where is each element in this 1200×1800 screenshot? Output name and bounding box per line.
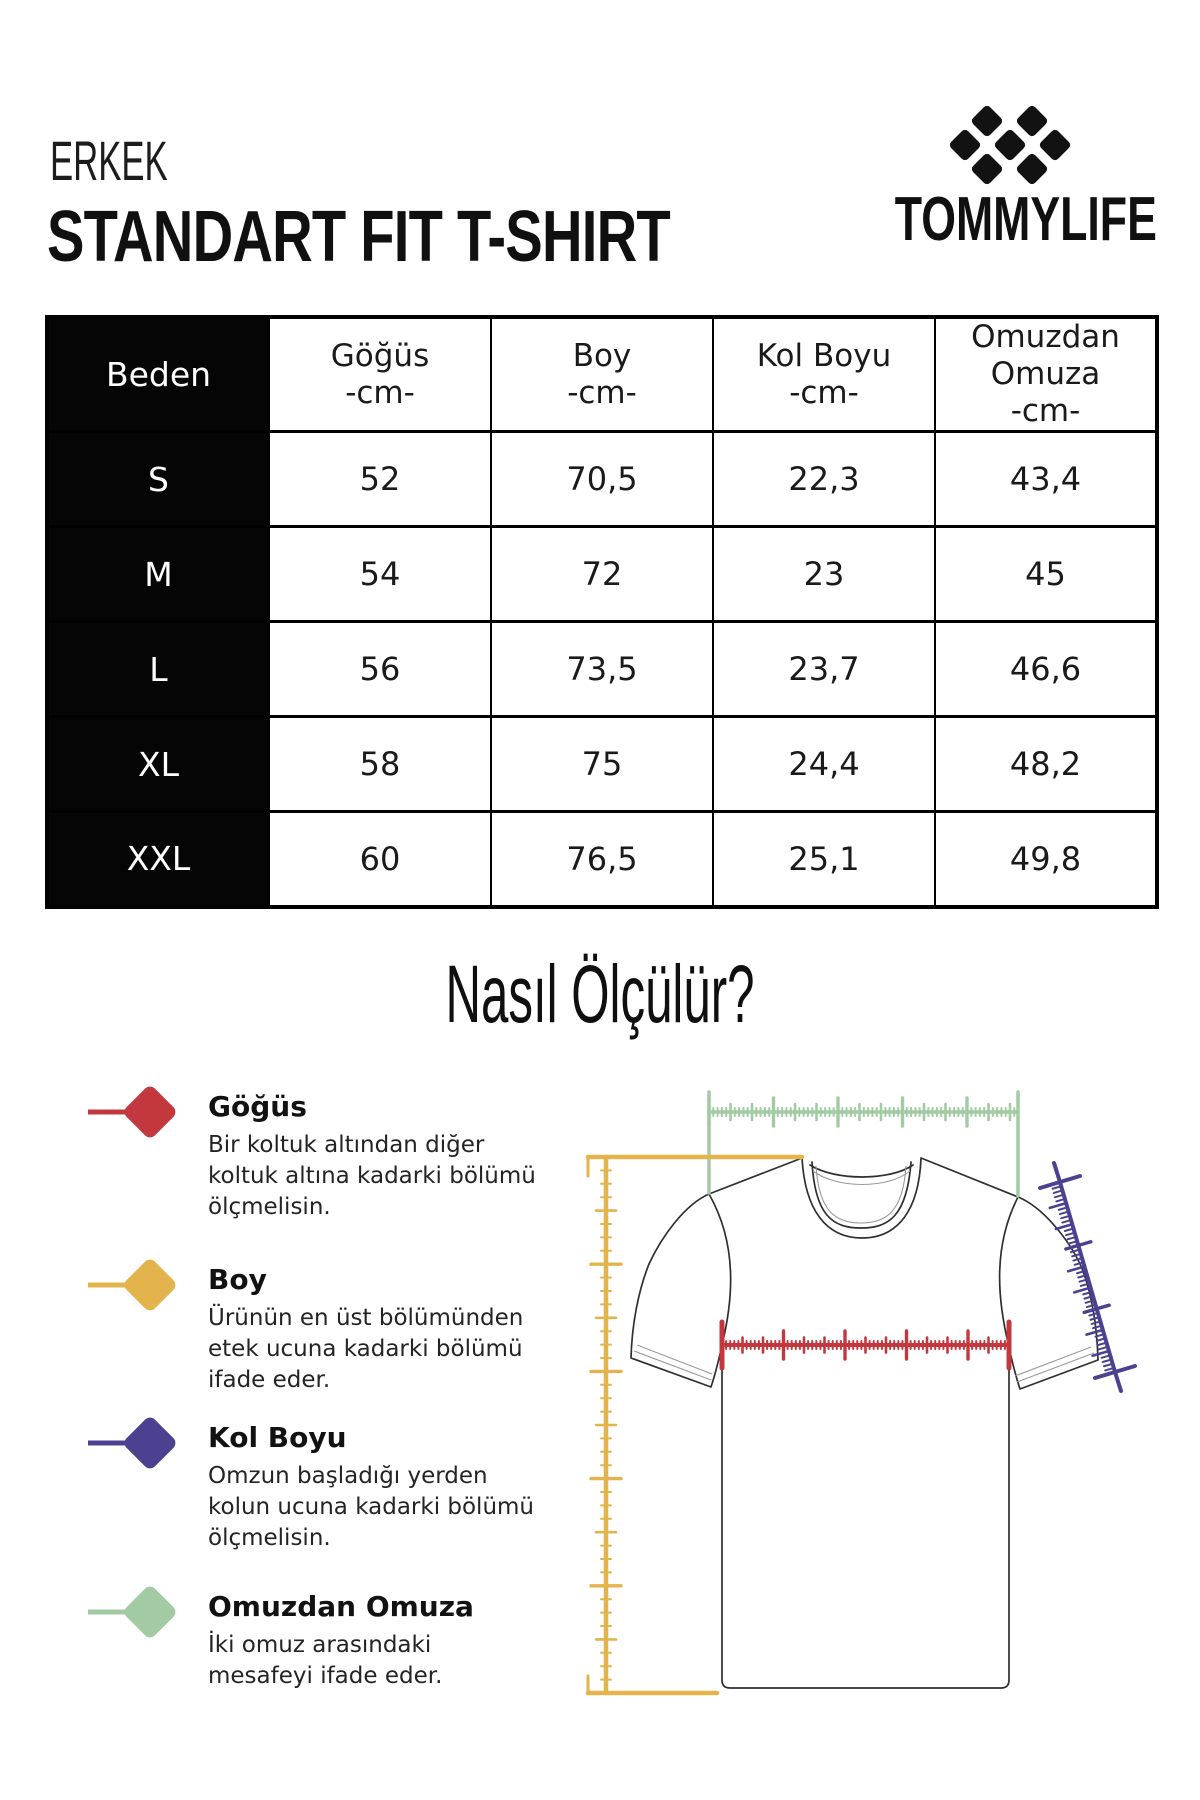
value-cell: 23,7 bbox=[713, 622, 935, 717]
col-header-sleeve bbox=[713, 317, 935, 432]
value-cell: 24,4 bbox=[713, 717, 935, 812]
diamond-icon bbox=[122, 1084, 179, 1141]
tshirt-outline bbox=[631, 1158, 1098, 1688]
legend-title: Kol Boyu bbox=[208, 1421, 347, 1454]
size-cell: L bbox=[47, 622, 269, 717]
size-table-header-row bbox=[47, 317, 1157, 432]
value-cell: 58 bbox=[269, 717, 491, 812]
diamond-icon bbox=[122, 1584, 179, 1641]
size-cell: S bbox=[47, 432, 269, 527]
legend-title: Göğüs bbox=[208, 1090, 307, 1123]
value-cell: 73,5 bbox=[491, 622, 713, 717]
sleeve-ruler-ext-bottom bbox=[1115, 1372, 1121, 1391]
category-label: ERKEK bbox=[50, 129, 168, 192]
legend-description: İki omuz arasındaki mesafeyi ifade eder. bbox=[208, 1632, 443, 1689]
legend-description: Omzun başladığı yerden kolun ucuna kadarki bölümü ölçmelisin. bbox=[208, 1463, 535, 1551]
col-header-shoulder bbox=[935, 317, 1157, 432]
ruler-tick bbox=[1056, 1224, 1072, 1229]
col-label: Kol Boyu bbox=[756, 337, 892, 374]
value-cell: 49,8 bbox=[935, 812, 1157, 907]
col-header-chest bbox=[269, 317, 491, 432]
table-row bbox=[47, 527, 1157, 622]
col-header-length bbox=[491, 317, 713, 432]
logo-diamond bbox=[1015, 104, 1049, 138]
value-cell: 60 bbox=[269, 812, 491, 907]
col-unit: -cm- bbox=[567, 374, 637, 411]
ruler-tick bbox=[1050, 1203, 1066, 1208]
logo-diamond bbox=[970, 152, 1004, 186]
legend-title: Omuzdan Omuza bbox=[208, 1590, 474, 1623]
size-cell: XL bbox=[47, 717, 269, 812]
brand-logo-icon bbox=[940, 100, 1080, 192]
brand-name: TOMMYLIFE bbox=[894, 185, 1157, 254]
how-to-measure-heading: Nasıl Ölçülür? bbox=[445, 949, 755, 1040]
value-cell: 52 bbox=[269, 432, 491, 527]
table-row bbox=[47, 717, 1157, 812]
value-cell: 48,2 bbox=[935, 717, 1157, 812]
chest-marker-icon bbox=[88, 1080, 192, 1144]
col-label: Omuzdan Omuza bbox=[971, 319, 1120, 392]
table-row bbox=[47, 622, 1157, 717]
tshirt-measurement-diagram bbox=[450, 1050, 1200, 1760]
shoulder-marker-icon bbox=[88, 1580, 192, 1644]
value-cell: 46,6 bbox=[935, 622, 1157, 717]
value-cell: 45 bbox=[935, 527, 1157, 622]
col-label: Göğüs bbox=[330, 337, 430, 374]
sleeve-marker-icon bbox=[88, 1411, 192, 1475]
legend-description: Bir koltuk altından diğer koltuk altına kadarki bölümü ölçmelisin. bbox=[208, 1132, 536, 1220]
legend-description: Ürünün en üst bölümünden etek ucuna kadarki bölümü ifade eder. bbox=[208, 1305, 524, 1393]
col-unit: -cm- bbox=[789, 374, 859, 411]
size-cell: XXL bbox=[47, 812, 269, 907]
size-table-corner: Beden bbox=[47, 317, 269, 432]
logo-diamond bbox=[948, 128, 982, 162]
size-table bbox=[45, 315, 1159, 909]
col-unit: -cm- bbox=[1010, 393, 1081, 429]
value-cell: 54 bbox=[269, 527, 491, 622]
logo-diamond bbox=[1038, 128, 1072, 162]
value-cell: 43,4 bbox=[935, 432, 1157, 527]
value-cell: 70,5 bbox=[491, 432, 713, 527]
logo-diamond bbox=[1015, 152, 1049, 186]
sleeve-ruler-ext-top bbox=[1054, 1163, 1060, 1182]
value-cell: 22,3 bbox=[713, 432, 935, 527]
legend-title: Boy bbox=[208, 1263, 267, 1296]
page-title: STANDART FIT T-SHIRT bbox=[47, 197, 670, 277]
value-cell: 25,1 bbox=[713, 812, 935, 907]
back-neck-line bbox=[810, 1165, 913, 1177]
value-cell: 72 bbox=[491, 527, 713, 622]
logo-diamonds bbox=[948, 104, 1072, 186]
size-cell: M bbox=[47, 527, 269, 622]
col-unit: -cm- bbox=[345, 374, 415, 411]
value-cell: 75 bbox=[491, 717, 713, 812]
value-cell: 56 bbox=[269, 622, 491, 717]
diamond-icon bbox=[122, 1257, 179, 1314]
length-marker-icon bbox=[88, 1253, 192, 1317]
value-cell: 76,5 bbox=[491, 812, 713, 907]
col-label: Boy bbox=[572, 337, 632, 374]
value-cell: 23 bbox=[713, 527, 935, 622]
diamond-icon bbox=[122, 1415, 179, 1472]
table-row bbox=[47, 432, 1157, 527]
table-row bbox=[47, 812, 1157, 907]
logo-diamond bbox=[970, 104, 1004, 138]
tshirt-silhouette bbox=[631, 1158, 1098, 1688]
logo-diamond bbox=[993, 128, 1027, 162]
